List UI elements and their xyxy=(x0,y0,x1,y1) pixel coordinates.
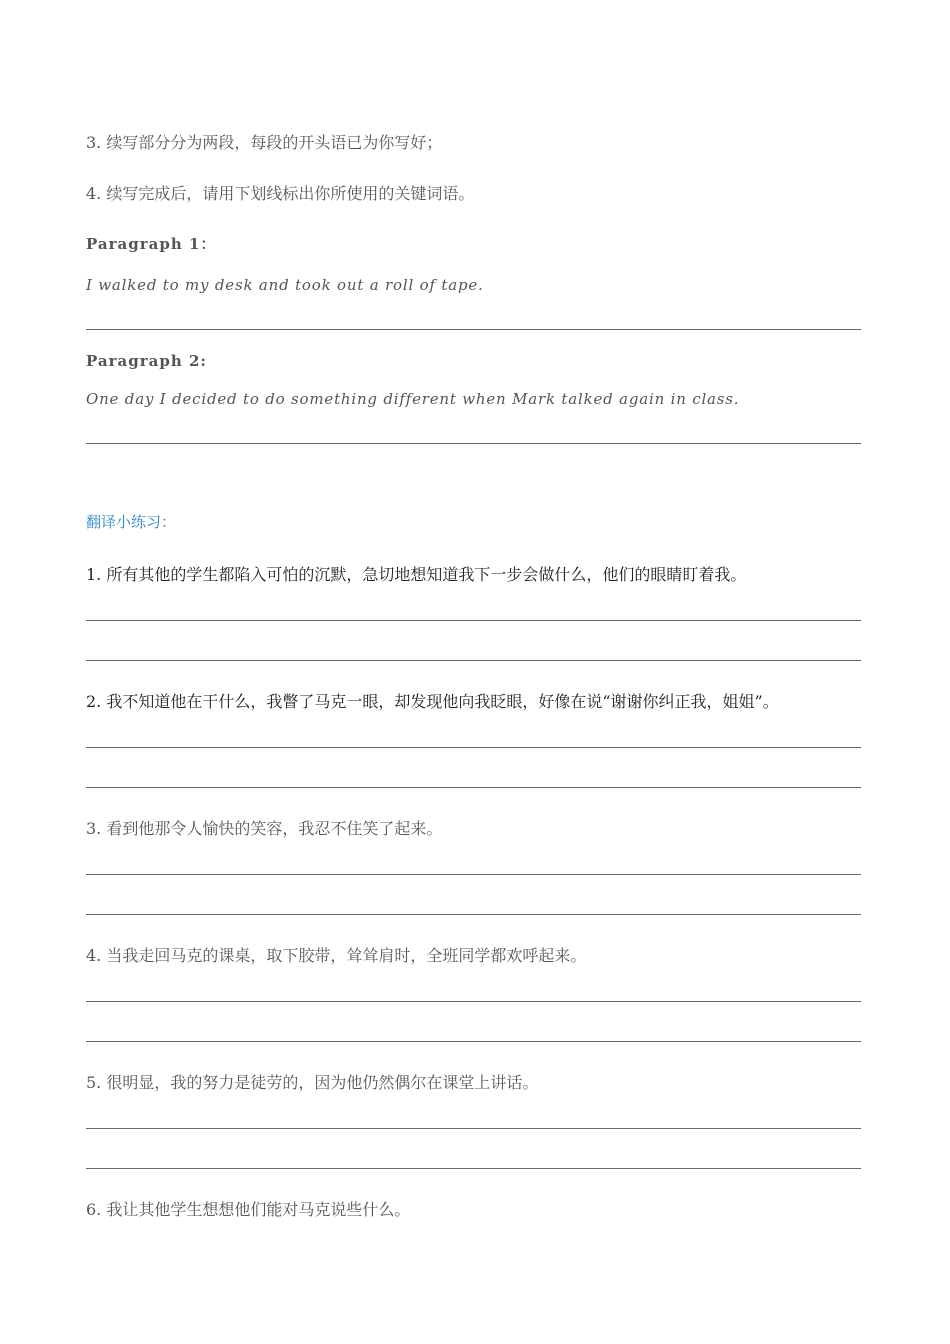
answer-line[interactable] xyxy=(86,914,861,915)
translation-item-1: 1. 所有其他的学生都陷入可怕的沉默，急切地想知道我下一步会做什么，他们的眼睛盯着我。 xyxy=(86,565,747,584)
answer-line[interactable] xyxy=(86,1128,861,1129)
translation-item-2: 2. 我不知道他在干什么，我瞥了马克一眼，却发现他向我眨眼，好像在说“谢谢你纠正我，姐姐”。 xyxy=(86,692,779,711)
paragraph-1-label: Paragraph 1： xyxy=(86,235,217,253)
answer-line[interactable] xyxy=(86,747,861,748)
translation-item-4: 4. 当我走回马克的课桌，取下胶带，耸耸肩时，全班同学都欢呼起来。 xyxy=(86,946,587,965)
translation-heading: 翻译小练习： xyxy=(86,513,177,531)
paragraph-2-label: Paragraph 2: xyxy=(86,352,207,370)
answer-line[interactable] xyxy=(86,787,861,788)
paragraph-1-opening: I walked to my desk and took out a roll of tape. xyxy=(86,276,484,294)
instruction-item-3: 3. 续写部分分为两段，每段的开头语已为你写好； xyxy=(86,133,443,152)
translation-item-6: 6. 我让其他学生想想他们能对马克说些什么。 xyxy=(86,1200,411,1219)
paragraph-2-answer-line[interactable] xyxy=(86,443,861,444)
answer-line[interactable] xyxy=(86,1041,861,1042)
answer-line[interactable] xyxy=(86,620,861,621)
answer-line[interactable] xyxy=(86,1001,861,1002)
instruction-item-4: 4. 续写完成后，请用下划线标出你所使用的关键词语。 xyxy=(86,184,475,203)
translation-item-3: 3. 看到他那令人愉快的笑容，我忍不住笑了起来。 xyxy=(86,819,443,838)
paragraph-2-opening: One day I decided to do something different when Mark talked again in class. xyxy=(86,390,740,408)
answer-line[interactable] xyxy=(86,874,861,875)
answer-line[interactable] xyxy=(86,660,861,661)
answer-line[interactable] xyxy=(86,1168,861,1169)
translation-item-5: 5. 很明显，我的努力是徒劳的，因为他仍然偶尔在课堂上讲话。 xyxy=(86,1073,539,1092)
paragraph-1-answer-line[interactable] xyxy=(86,329,861,330)
